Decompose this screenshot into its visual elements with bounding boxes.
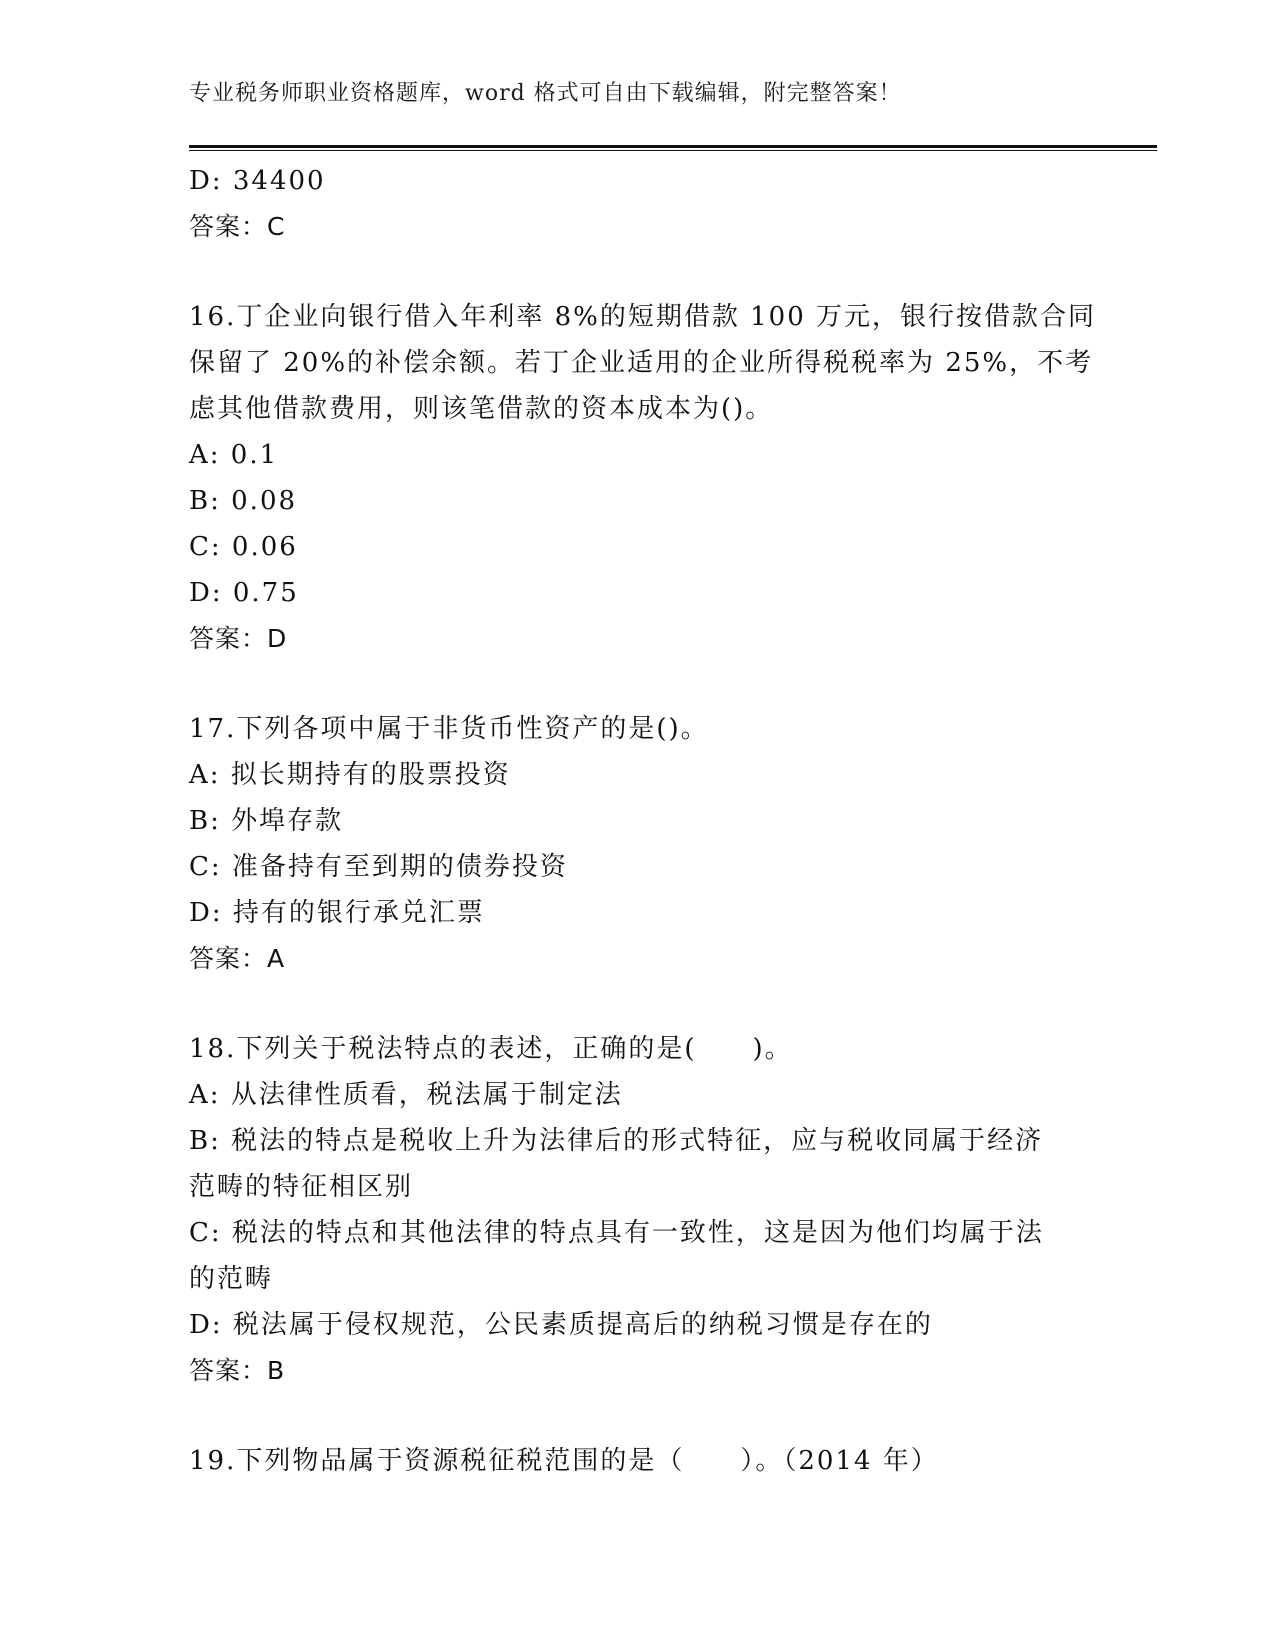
- question-18-option-c: C: 税法的特点和其他法律的特点具有一致性，这是因为他们均属于法: [189, 1218, 1044, 1248]
- question-19-stem-line: 19.下列物品属于资源税征税范围的是（ ）。（2014 年）: [189, 1446, 939, 1476]
- question-18-option-d: D: 税法属于侵权规范，公民素质提高后的纳税习惯是存在的: [189, 1310, 933, 1340]
- question-17-option-c: C: 准备持有至到期的债券投资: [189, 852, 568, 882]
- question-16-option-a: A: 0.1: [189, 440, 279, 470]
- spacer: [189, 662, 1089, 706]
- header-note: 专业税务师职业资格题库，word 格式可自由下载编辑，附完整答案！: [189, 81, 902, 106]
- spacer: [189, 250, 1089, 294]
- question-16-stem-line: 16.丁企业向银行借入年利率 8%的短期借款 100 万元，银行按借款合同: [189, 302, 1097, 332]
- header-rule-thin: [189, 150, 1157, 151]
- question-18-option-a: A: 从法律性质看，税法属于制定法: [189, 1080, 623, 1110]
- question-16-stem-line: 虑其他借款费用，则该笔借款的资本成本为()。: [189, 394, 774, 424]
- question-17-option-d: D: 持有的银行承兑汇票: [189, 898, 485, 928]
- spacer: [189, 1394, 1089, 1438]
- answer-line: 答案：C: [189, 212, 286, 241]
- question-16-stem-line: 保留了 20%的补偿余额。若丁企业适用的企业所得税税率为 25%，不考: [189, 348, 1094, 378]
- question-16-option-d: D: 0.75: [189, 578, 299, 608]
- question-18-option-b-continued: 范畴的特征相区别: [189, 1172, 414, 1202]
- question-16-option-b: B: 0.08: [189, 486, 298, 516]
- question-17-answer: 答案：A: [189, 944, 286, 973]
- question-18-option-b: B: 税法的特点是税收上升为法律后的形式特征，应与税收同属于经济: [189, 1126, 1044, 1156]
- question-18-stem-line: 18.下列关于税法特点的表述，正确的是( )。: [189, 1034, 793, 1064]
- option-d: D: 34400: [189, 166, 326, 196]
- question-18-option-c-continued: 的范畴: [189, 1264, 274, 1294]
- question-16-answer: 答案：D: [189, 624, 288, 653]
- question-17-option-b: B: 外埠存款: [189, 806, 344, 836]
- question-18-answer: 答案：B: [189, 1356, 286, 1385]
- question-content: [189, 158, 1097, 1484]
- spacer: [189, 982, 1089, 1026]
- header-rule-thick: [189, 145, 1157, 148]
- question-17-stem-line: 17.下列各项中属于非货币性资产的是()。: [189, 714, 709, 744]
- question-16-option-c: C: 0.06: [189, 532, 298, 562]
- question-17-option-a: A: 拟长期持有的股票投资: [189, 760, 511, 790]
